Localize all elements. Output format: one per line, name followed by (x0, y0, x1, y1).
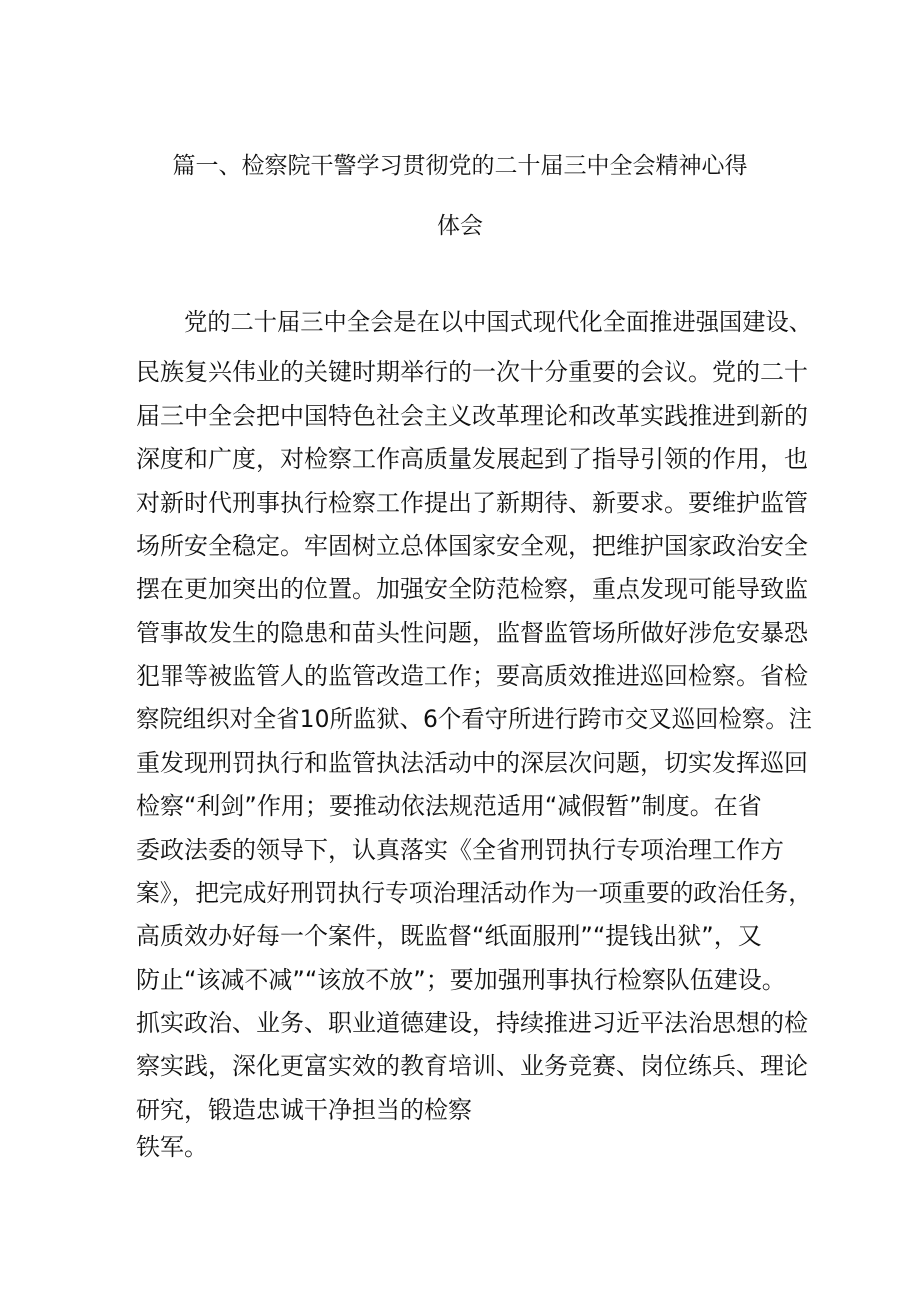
paragraph-line: 案》，把完成好刑罚执行专项治理活动作为一项重要的政治任务， (136, 879, 812, 907)
document-title-line-1: 篇一、检察院干警学习贯彻党的二十届三中全会精神心得 (172, 153, 748, 179)
paragraph-line: 检察“利剑”作用；要推动依法规范适用“减假暂”制度。在省 (136, 792, 762, 820)
paragraph-line: 届三中全会把中国特色社会主义改革理论和改革实践推进到新的 (136, 402, 808, 430)
paragraph-line: 抓实政治、业务、职业道德建设，持续推进习近平法治思想的检 (136, 1009, 808, 1037)
paragraph-line: 党的二十届三中全会是在以中国式现代化全面推进强国建设、 (184, 308, 812, 336)
document-title-line-2: 体会 (437, 213, 483, 239)
paragraph-line: 民族复兴伟业的关键时期举行的一次十分重要的会议。党的二十 (136, 358, 808, 386)
paragraph-line: 场所安全稳定。牢固树立总体国家安全观，把维护国家政治安全 (136, 532, 808, 560)
paragraph-line: 察实践，深化更富实效的教育培训、业务竞赛、岗位练兵、理论 (136, 1052, 808, 1080)
paragraph-line: 犯罪等被监管人的监管改造工作；要高质效推进巡回检察。省检 (136, 662, 808, 690)
paragraph-line: 铁军。 (136, 1133, 208, 1161)
paragraph-line: 重发现刑罚执行和监管执法活动中的深层次问题，切实发挥巡回 (136, 749, 808, 777)
paragraph-line: 管事故发生的隐患和苗头性问题，监督监管场所做好涉危安暴恐 (136, 619, 808, 647)
paragraph-line: 深度和广度，对检察工作高质量发展起到了指导引领的作用，也 (136, 445, 808, 473)
paragraph-line: 研究，锻造忠诚干净担当的检察 (136, 1096, 472, 1124)
paragraph-line: 察院组织对全省10所监狱、6个看守所进行跨市交叉巡回检察。注 (136, 705, 812, 733)
paragraph-line: 高质效办好每一个案件，既监督“纸面服刑”“提钱出狱”，又 (136, 922, 762, 950)
paragraph-line: 摆在更加突出的位置。加强安全防范检察，重点发现可能导致监 (136, 575, 808, 603)
paragraph-line: 防止“该减不减”“该放不放”；要加强刑事执行检察队伍建设。 (136, 966, 786, 994)
paragraph-line: 委政法委的领导下，认真落实《全省刑罚执行专项治理工作方 (136, 836, 784, 864)
paragraph-line: 对新时代刑事执行检察工作提出了新期待、新要求。要维护监管 (136, 489, 808, 517)
